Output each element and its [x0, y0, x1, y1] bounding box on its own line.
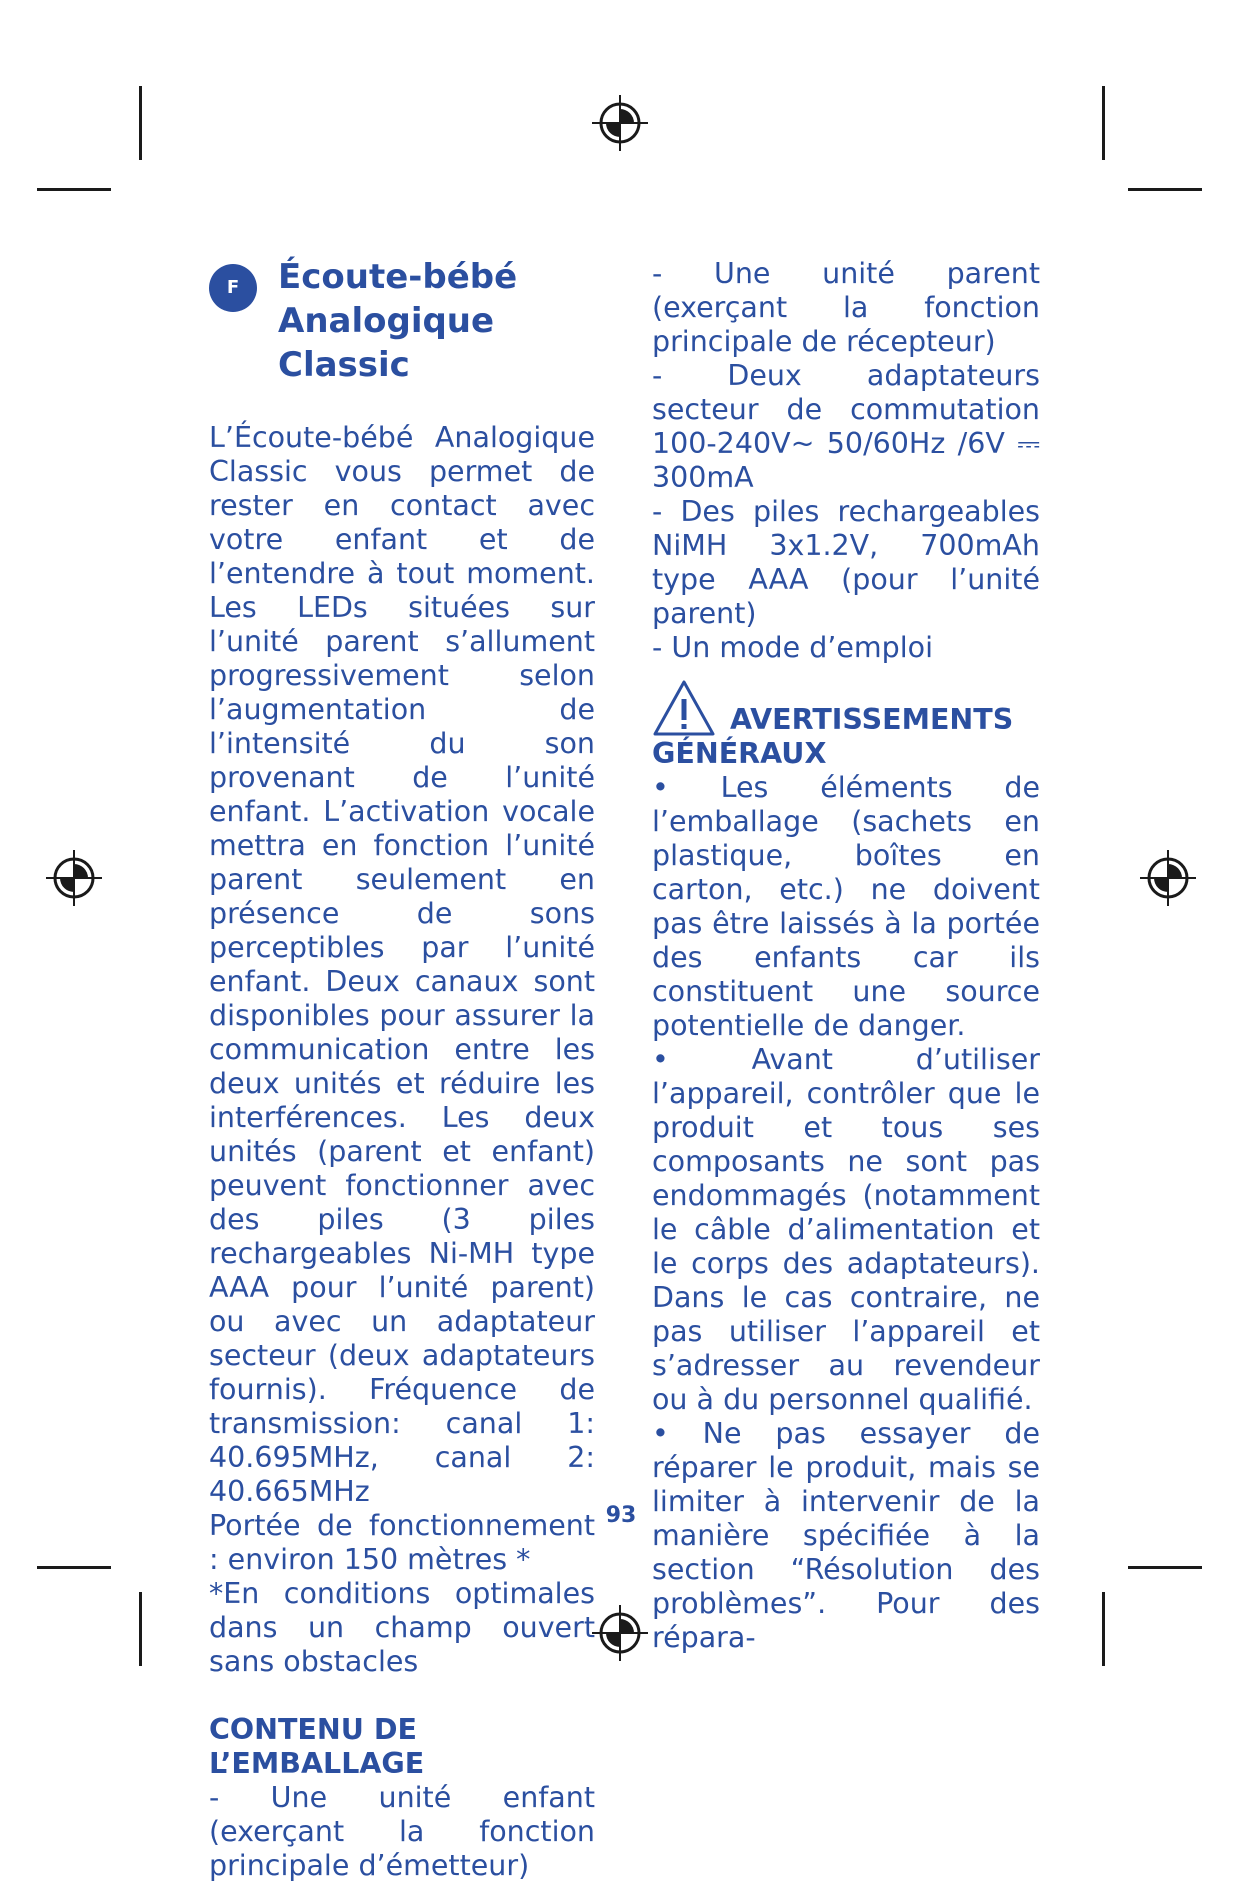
- warnings-heading-line2: GÉNÉRAUX: [652, 737, 827, 770]
- warnings-heading-line1: AVERTISSEMENTS: [730, 703, 1014, 736]
- package-item: - Une unité enfant (exerçant la fonction principale d’émetteur): [209, 1781, 595, 1882]
- crop-mark: [37, 1566, 111, 1569]
- warning-item: • Les éléments de l’emballage (sachets en plastique, boîtes en carton, etc.) ne doivent pas être laissés à la portée des enfants car ils constituent une source potentielle de danger.: [652, 771, 1040, 1042]
- crop-mark: [1128, 188, 1202, 191]
- crop-mark: [139, 1592, 142, 1666]
- registration-mark-icon: [590, 1603, 650, 1663]
- warnings-heading: [652, 679, 1040, 737]
- crop-mark: [1128, 1566, 1202, 1569]
- package-item: - Un mode d’emploi: [652, 631, 934, 664]
- package-item: - Une unité parent (exerçant la fonction principale de récepteur): [652, 257, 1040, 358]
- title-block: [209, 255, 595, 387]
- crop-mark: [1102, 1592, 1105, 1666]
- warning-item: • Avant d’utiliser l’appareil, contrôler que le produit et tous ses composants ne sont pas endommagés (notamment le câble d’alimentation et le corps des adaptateurs). Dans le cas contraire, ne pas utiliser l’appareil et s’adresser au revendeur ou à du personnel qualifié.: [652, 1043, 1040, 1416]
- conditions-note: *En conditions optimales dans un champ ouvert sans obstacles: [209, 1577, 595, 1678]
- registration-mark-icon: [44, 848, 104, 908]
- registration-mark-icon: [590, 93, 650, 153]
- package-item: - Des piles rechargeables NiMH 3x1.2V, 700mAh type AAA (pour l’unité parent): [652, 495, 1040, 630]
- left-column: [209, 255, 595, 1883]
- crop-mark: [37, 188, 111, 191]
- language-badge-icon: F: [209, 264, 257, 312]
- range-paragraph: Portée de fonctionnement : environ 150 mètres *: [209, 1509, 595, 1576]
- right-column: [652, 257, 1040, 1655]
- page-title: Écoute-bébé Analogique Classic: [278, 257, 518, 385]
- registration-mark-icon: [1138, 848, 1198, 908]
- page-number: 93: [605, 1503, 637, 1528]
- intro-paragraph: L’Écoute-bébé Analogique Classic vous permet de rester en contact avec votre enfant et de l’entendre à tout moment. Les LEDs situées sur l’unité parent s’allument progressivement selon l’augmentation de l’intensité du son provenant de l’unité enfant. L’activation vocale mettra en fonction l’unité parent seulement en présence de sons perceptibles par l’unité enfant. Deux canaux sont disponibles pour assurer la communication entre les deux unités et réduire les interférences. Les deux unités (parent et enfant) peuvent fonctionner avec des piles (3 piles rechargeables Ni-MH type AAA pour l’unité parent) ou avec un adaptateur secteur (deux adaptateurs fournis). Fréquence de transmission: canal 1: 40.695MHz, canal 2: 40.665MHz: [209, 421, 595, 1508]
- crop-mark: [139, 86, 142, 160]
- warning-triangle-icon: [652, 679, 716, 737]
- warning-item: • Ne pas essayer de réparer le produit, mais se limiter à intervenir de la manière spécifiée à la section “Résolution des problèmes”. Pour des répara-: [652, 1417, 1040, 1654]
- package-heading: CONTENU DE L’EMBALLAGE: [209, 1713, 425, 1780]
- crop-mark: [1102, 86, 1105, 160]
- package-item: - Deux adaptateurs secteur de commutation 100-240V~ 50/60Hz /6V ⎓ 300mA: [652, 359, 1040, 494]
